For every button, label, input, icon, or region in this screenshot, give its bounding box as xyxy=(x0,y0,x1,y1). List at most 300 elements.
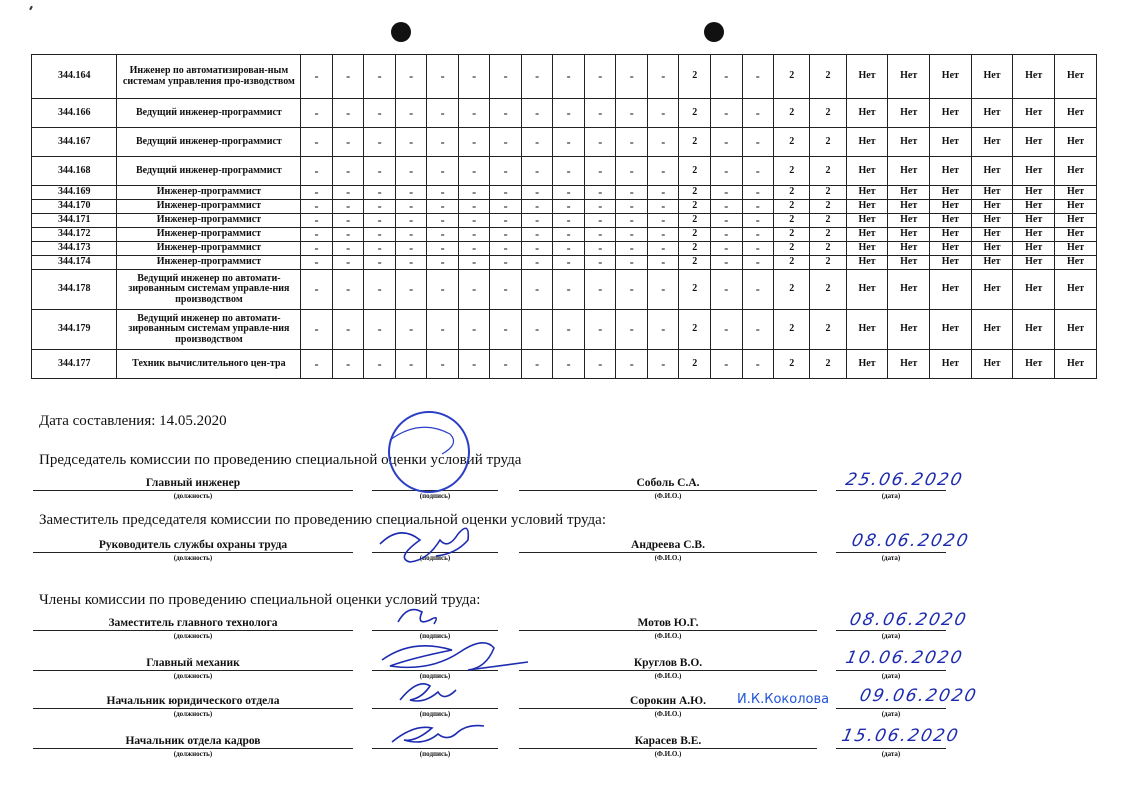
table-cell: Нет xyxy=(888,310,930,350)
table-cell: Нет xyxy=(888,228,930,242)
table-cell: - xyxy=(711,55,743,99)
table-cell: - xyxy=(742,99,774,128)
table-cell: Нет xyxy=(1013,55,1055,99)
table-cell: Нет xyxy=(846,186,888,200)
table-cell: 2 xyxy=(810,310,846,350)
table-cell: - xyxy=(458,128,490,157)
workplace-id: 344.177 xyxy=(32,350,117,379)
workplace-id: 344.179 xyxy=(32,310,117,350)
signature-member-2 xyxy=(382,643,528,670)
table-cell: - xyxy=(395,350,427,379)
table-cell: Нет xyxy=(888,128,930,157)
table-cell: - xyxy=(364,228,396,242)
table-cell: 2 xyxy=(774,55,810,99)
table-cell: - xyxy=(458,242,490,256)
table-cell: 2 xyxy=(679,99,711,128)
table-cell: - xyxy=(364,310,396,350)
table-cell: 2 xyxy=(810,200,846,214)
table-cell: - xyxy=(553,55,585,99)
table-cell: Нет xyxy=(930,256,972,270)
table-cell: - xyxy=(427,128,459,157)
table-cell: Нет xyxy=(930,228,972,242)
table-cell: - xyxy=(332,270,364,310)
workplace-id: 344.174 xyxy=(32,256,117,270)
table-cell: 2 xyxy=(774,99,810,128)
workplace-id: 344.168 xyxy=(32,157,117,186)
table-cell: - xyxy=(458,157,490,186)
fio-caption: (Ф.И.О.) xyxy=(654,632,682,640)
date-caption: (дата) xyxy=(881,632,901,640)
table-cell: - xyxy=(490,128,522,157)
position-caption: (должность) xyxy=(173,554,213,562)
table-cell: 2 xyxy=(679,200,711,214)
table-cell: Нет xyxy=(930,128,972,157)
member-position: Главный механик xyxy=(33,656,353,671)
table-cell: Нет xyxy=(888,200,930,214)
table-cell: - xyxy=(490,157,522,186)
workplace-id: 344.173 xyxy=(32,242,117,256)
table-cell: Нет xyxy=(1013,228,1055,242)
table-cell: - xyxy=(647,350,679,379)
table-cell: 2 xyxy=(774,200,810,214)
table-cell: 2 xyxy=(679,242,711,256)
chair-handwritten-date: 25.06.2020 xyxy=(843,470,966,490)
table-cell: - xyxy=(647,55,679,99)
signature-member-1 xyxy=(398,610,436,624)
table-cell: - xyxy=(364,270,396,310)
workplace-id: 344.172 xyxy=(32,228,117,242)
table-cell: - xyxy=(742,228,774,242)
table-cell: - xyxy=(584,350,616,379)
table-cell: - xyxy=(301,256,333,270)
table-cell: 2 xyxy=(774,242,810,256)
table-cell: - xyxy=(458,99,490,128)
table-cell: - xyxy=(553,157,585,186)
table-cell: - xyxy=(616,55,648,99)
table-cell: - xyxy=(553,350,585,379)
table-cell: 2 xyxy=(774,128,810,157)
table-cell: - xyxy=(521,256,553,270)
table-cell: - xyxy=(616,228,648,242)
position-caption: (должность) xyxy=(173,710,213,718)
table-cell: - xyxy=(458,350,490,379)
table-cell: - xyxy=(364,128,396,157)
table-cell: Нет xyxy=(846,310,888,350)
table-cell: Нет xyxy=(1055,200,1097,214)
signature-caption: (подпись) xyxy=(419,632,451,640)
table-cell: - xyxy=(553,242,585,256)
workplace-name: Инженер по автоматизирован-ным системам управления про-изводством xyxy=(117,55,301,99)
table-cell: Нет xyxy=(930,55,972,99)
table-cell: - xyxy=(711,157,743,186)
table-cell: Нет xyxy=(930,157,972,186)
table-cell: - xyxy=(616,214,648,228)
workplace-name: Ведущий инженер-программист xyxy=(117,157,301,186)
table-cell: 2 xyxy=(810,99,846,128)
table-cell: Нет xyxy=(888,350,930,379)
signature-caption: (подпись) xyxy=(419,554,451,562)
table-cell: 2 xyxy=(774,157,810,186)
table-cell: - xyxy=(332,128,364,157)
table-cell: - xyxy=(364,157,396,186)
signature-caption: (подпись) xyxy=(419,672,451,680)
table-cell: - xyxy=(332,228,364,242)
table-cell: - xyxy=(395,310,427,350)
table-cell: - xyxy=(647,242,679,256)
date-caption: (дата) xyxy=(881,492,901,500)
table-cell: - xyxy=(711,228,743,242)
table-cell: - xyxy=(364,186,396,200)
table-cell: Нет xyxy=(888,186,930,200)
table-cell: - xyxy=(364,200,396,214)
table-cell: - xyxy=(395,186,427,200)
workplace-name: Инженер-программист xyxy=(117,200,301,214)
workplace-name: Ведущий инженер по автомати-зированным системам управле-ния производством xyxy=(117,310,301,350)
table-cell: Нет xyxy=(971,186,1013,200)
table-cell: - xyxy=(584,228,616,242)
table-cell: - xyxy=(490,99,522,128)
workplace-id: 344.164 xyxy=(32,55,117,99)
table-cell: Нет xyxy=(971,310,1013,350)
member-handwritten-date: 08.06.2020 xyxy=(847,610,970,630)
chair-position: Главный инженер xyxy=(33,476,353,491)
member-fio: Мотов Ю.Г. xyxy=(519,616,817,631)
table-cell: Нет xyxy=(930,214,972,228)
table-cell: - xyxy=(395,157,427,186)
table-cell: - xyxy=(490,242,522,256)
table-cell: - xyxy=(553,186,585,200)
member-fio: Круглов В.О. xyxy=(519,656,817,671)
table-cell: - xyxy=(553,270,585,310)
table-cell: Нет xyxy=(888,242,930,256)
position-caption: (должность) xyxy=(173,750,213,758)
table-cell: - xyxy=(301,186,333,200)
table-cell: - xyxy=(458,270,490,310)
table-cell: - xyxy=(332,200,364,214)
table-cell: - xyxy=(647,214,679,228)
workplace-name: Ведущий инженер-программист xyxy=(117,128,301,157)
table-cell: - xyxy=(742,55,774,99)
table-cell: Нет xyxy=(888,55,930,99)
table-cell: - xyxy=(711,350,743,379)
table-cell: - xyxy=(332,99,364,128)
table-cell: 2 xyxy=(679,157,711,186)
table-cell: Нет xyxy=(1055,270,1097,310)
table-cell: - xyxy=(490,214,522,228)
table-cell: - xyxy=(521,310,553,350)
table-cell: 2 xyxy=(774,270,810,310)
workplace-id: 344.178 xyxy=(32,270,117,310)
date-caption: (дата) xyxy=(881,672,901,680)
member-position: Заместитель главного технолога xyxy=(33,616,353,631)
position-caption: (должность) xyxy=(173,492,213,500)
table-cell: - xyxy=(301,228,333,242)
table-cell: Нет xyxy=(971,270,1013,310)
table-cell: - xyxy=(332,186,364,200)
table-cell: - xyxy=(364,242,396,256)
fio-caption: (Ф.И.О.) xyxy=(654,492,682,500)
table-cell: Нет xyxy=(846,228,888,242)
table-cell: - xyxy=(616,350,648,379)
table-cell: Нет xyxy=(930,310,972,350)
table-cell: 2 xyxy=(774,186,810,200)
table-cell: - xyxy=(553,99,585,128)
table-cell: Нет xyxy=(846,214,888,228)
table-cell: - xyxy=(427,186,459,200)
table-cell: - xyxy=(395,128,427,157)
table-cell: - xyxy=(395,242,427,256)
table-cell: - xyxy=(332,55,364,99)
table-cell: 2 xyxy=(810,214,846,228)
member-handwritten-date: 15.06.2020 xyxy=(839,726,962,746)
table-cell: - xyxy=(395,228,427,242)
table-cell: - xyxy=(584,270,616,310)
table-cell: Нет xyxy=(846,256,888,270)
table-cell: 2 xyxy=(679,256,711,270)
table-cell: Нет xyxy=(930,270,972,310)
table-cell: - xyxy=(332,350,364,379)
table-cell: - xyxy=(427,350,459,379)
table-cell: - xyxy=(616,310,648,350)
chair-fio: Соболь С.А. xyxy=(519,476,817,491)
table-cell: - xyxy=(616,270,648,310)
table-cell: - xyxy=(742,242,774,256)
table-cell: - xyxy=(301,157,333,186)
table-cell: - xyxy=(647,228,679,242)
table-cell: - xyxy=(553,256,585,270)
table-cell: - xyxy=(553,228,585,242)
signature-vice-chair xyxy=(380,528,468,562)
table-cell: - xyxy=(742,200,774,214)
table-cell: - xyxy=(427,256,459,270)
table-cell: - xyxy=(553,200,585,214)
table-cell: - xyxy=(584,214,616,228)
table-cell: - xyxy=(490,270,522,310)
date-caption: (дата) xyxy=(881,750,901,758)
member-fio: Сорокин А.Ю. xyxy=(519,694,817,709)
table-cell: - xyxy=(521,350,553,379)
table-cell: - xyxy=(427,200,459,214)
table-cell: Нет xyxy=(930,242,972,256)
table-cell: - xyxy=(395,99,427,128)
table-cell: Нет xyxy=(1055,256,1097,270)
table-cell: - xyxy=(616,256,648,270)
table-cell: - xyxy=(553,128,585,157)
table-cell: 2 xyxy=(810,256,846,270)
table-cell: 2 xyxy=(679,186,711,200)
date-compiled: Дата составления: 14.05.2020 xyxy=(39,413,227,429)
workplace-id: 344.170 xyxy=(32,200,117,214)
table-cell: - xyxy=(332,214,364,228)
table-cell: Нет xyxy=(846,350,888,379)
table-cell: Нет xyxy=(846,242,888,256)
table-cell: - xyxy=(742,186,774,200)
table-cell: 2 xyxy=(810,157,846,186)
table-cell: - xyxy=(427,270,459,310)
table-cell: Нет xyxy=(971,157,1013,186)
table-cell: Нет xyxy=(1055,228,1097,242)
table-cell: - xyxy=(490,200,522,214)
member-handwritten-date: 10.06.2020 xyxy=(843,648,966,668)
table-cell: 2 xyxy=(679,228,711,242)
table-cell: Нет xyxy=(1055,242,1097,256)
table-cell: - xyxy=(427,228,459,242)
table-cell: - xyxy=(521,128,553,157)
workplace-name: Ведущий инженер-программист xyxy=(117,99,301,128)
table-cell: - xyxy=(647,157,679,186)
table-cell: - xyxy=(521,200,553,214)
table-cell: 2 xyxy=(810,350,846,379)
member-position: Начальник юридического отдела xyxy=(33,694,353,709)
table-cell: - xyxy=(616,200,648,214)
signature-caption: (подпись) xyxy=(419,750,451,758)
table-cell: Нет xyxy=(1013,310,1055,350)
table-cell: Нет xyxy=(846,99,888,128)
table-cell: - xyxy=(521,214,553,228)
stamp-arc xyxy=(390,427,454,454)
table-cell: Нет xyxy=(1013,214,1055,228)
table-cell: - xyxy=(301,200,333,214)
table-cell: 2 xyxy=(679,270,711,310)
table-cell: - xyxy=(742,128,774,157)
member-handwritten-date: 09.06.2020 xyxy=(857,686,980,706)
fio-caption: (Ф.И.О.) xyxy=(654,554,682,562)
table-cell: 2 xyxy=(810,186,846,200)
table-cell: Нет xyxy=(888,214,930,228)
members-title: Члены комиссии по проведению специальной оценки условий труда: xyxy=(39,592,481,608)
position-caption: (должность) xyxy=(173,672,213,680)
table-cell: - xyxy=(458,310,490,350)
table-cell: Нет xyxy=(971,214,1013,228)
table-cell: Нет xyxy=(846,128,888,157)
table-cell: 2 xyxy=(810,55,846,99)
table-cell: Нет xyxy=(971,242,1013,256)
table-cell: Нет xyxy=(1013,256,1055,270)
table-cell: Нет xyxy=(846,157,888,186)
signature-caption: (подпись) xyxy=(419,492,451,500)
table-cell: - xyxy=(364,99,396,128)
table-cell: Нет xyxy=(1055,350,1097,379)
table-cell: - xyxy=(301,214,333,228)
table-cell: - xyxy=(395,55,427,99)
table-cell: Нет xyxy=(1055,157,1097,186)
table-cell: Нет xyxy=(971,99,1013,128)
table-cell: - xyxy=(427,242,459,256)
workplace-name: Инженер-программист xyxy=(117,242,301,256)
signature-member-4 xyxy=(392,726,484,742)
table-cell: - xyxy=(332,157,364,186)
table-cell: Нет xyxy=(888,157,930,186)
table-cell: - xyxy=(647,270,679,310)
table-cell: - xyxy=(490,310,522,350)
table-cell: - xyxy=(711,270,743,310)
table-cell: - xyxy=(521,157,553,186)
table-cell: - xyxy=(647,200,679,214)
table-cell: Нет xyxy=(1013,200,1055,214)
table-cell: - xyxy=(584,55,616,99)
fio-caption: (Ф.И.О.) xyxy=(654,672,682,680)
table-cell: Нет xyxy=(930,99,972,128)
table-cell: Нет xyxy=(1013,157,1055,186)
table-cell: - xyxy=(711,214,743,228)
date-caption: (дата) xyxy=(881,710,901,718)
member-position: Начальник отдела кадров xyxy=(33,734,353,749)
table-cell: - xyxy=(711,200,743,214)
table-cell: - xyxy=(584,310,616,350)
table-cell: - xyxy=(301,242,333,256)
table-cell: Нет xyxy=(930,200,972,214)
vice-chair-handwritten-date: 08.06.2020 xyxy=(849,531,972,551)
date-caption: (дата) xyxy=(881,554,901,562)
table-cell: Нет xyxy=(1055,128,1097,157)
table-cell: - xyxy=(364,214,396,228)
member-fio: Карасев В.Е. xyxy=(519,734,817,749)
table-cell: Нет xyxy=(971,256,1013,270)
table-cell: Нет xyxy=(1055,55,1097,99)
table-cell: - xyxy=(647,310,679,350)
table-cell: - xyxy=(647,186,679,200)
table-cell: - xyxy=(742,157,774,186)
table-cell: Нет xyxy=(1013,186,1055,200)
table-cell: - xyxy=(427,55,459,99)
workplace-name: Ведущий инженер по автомати-зированным системам управле-ния производством xyxy=(117,270,301,310)
table-cell: Нет xyxy=(930,186,972,200)
table-cell: - xyxy=(332,256,364,270)
table-cell: - xyxy=(395,270,427,310)
table-cell: - xyxy=(616,157,648,186)
table-cell: - xyxy=(521,186,553,200)
table-cell: - xyxy=(521,270,553,310)
table-cell: - xyxy=(490,55,522,99)
table-cell: - xyxy=(742,256,774,270)
table-cell: - xyxy=(458,55,490,99)
table-cell: Нет xyxy=(1013,242,1055,256)
table-cell: - xyxy=(742,350,774,379)
table-cell: - xyxy=(742,310,774,350)
table-cell: - xyxy=(364,55,396,99)
table-cell: - xyxy=(301,350,333,379)
table-cell: - xyxy=(458,200,490,214)
chair-title: Председатель комиссии по проведению специальной оценки условий труда xyxy=(39,452,522,468)
table-cell: - xyxy=(616,99,648,128)
table-cell: 2 xyxy=(810,270,846,310)
table-cell: - xyxy=(427,157,459,186)
table-cell: - xyxy=(395,214,427,228)
signature-member-3 xyxy=(400,684,456,701)
table-cell: 2 xyxy=(679,55,711,99)
table-cell: - xyxy=(553,214,585,228)
table-cell: - xyxy=(332,242,364,256)
vice-chair-position: Руководитель службы охраны труда xyxy=(33,538,353,553)
table-cell: - xyxy=(616,186,648,200)
table-cell: 2 xyxy=(679,128,711,157)
table-cell: Нет xyxy=(846,200,888,214)
workplace-id: 344.166 xyxy=(32,99,117,128)
table-cell: Нет xyxy=(1055,214,1097,228)
table-cell: - xyxy=(301,310,333,350)
table-cell: - xyxy=(584,242,616,256)
table-cell: - xyxy=(584,256,616,270)
table-cell: Нет xyxy=(1013,350,1055,379)
table-cell: - xyxy=(458,228,490,242)
table-cell: - xyxy=(616,128,648,157)
workplace-id: 344.167 xyxy=(32,128,117,157)
workplace-name: Техник вычислительного цен-тра xyxy=(117,350,301,379)
table-cell: - xyxy=(711,256,743,270)
table-cell: - xyxy=(584,128,616,157)
table-cell: Нет xyxy=(1013,128,1055,157)
table-cell: - xyxy=(584,186,616,200)
